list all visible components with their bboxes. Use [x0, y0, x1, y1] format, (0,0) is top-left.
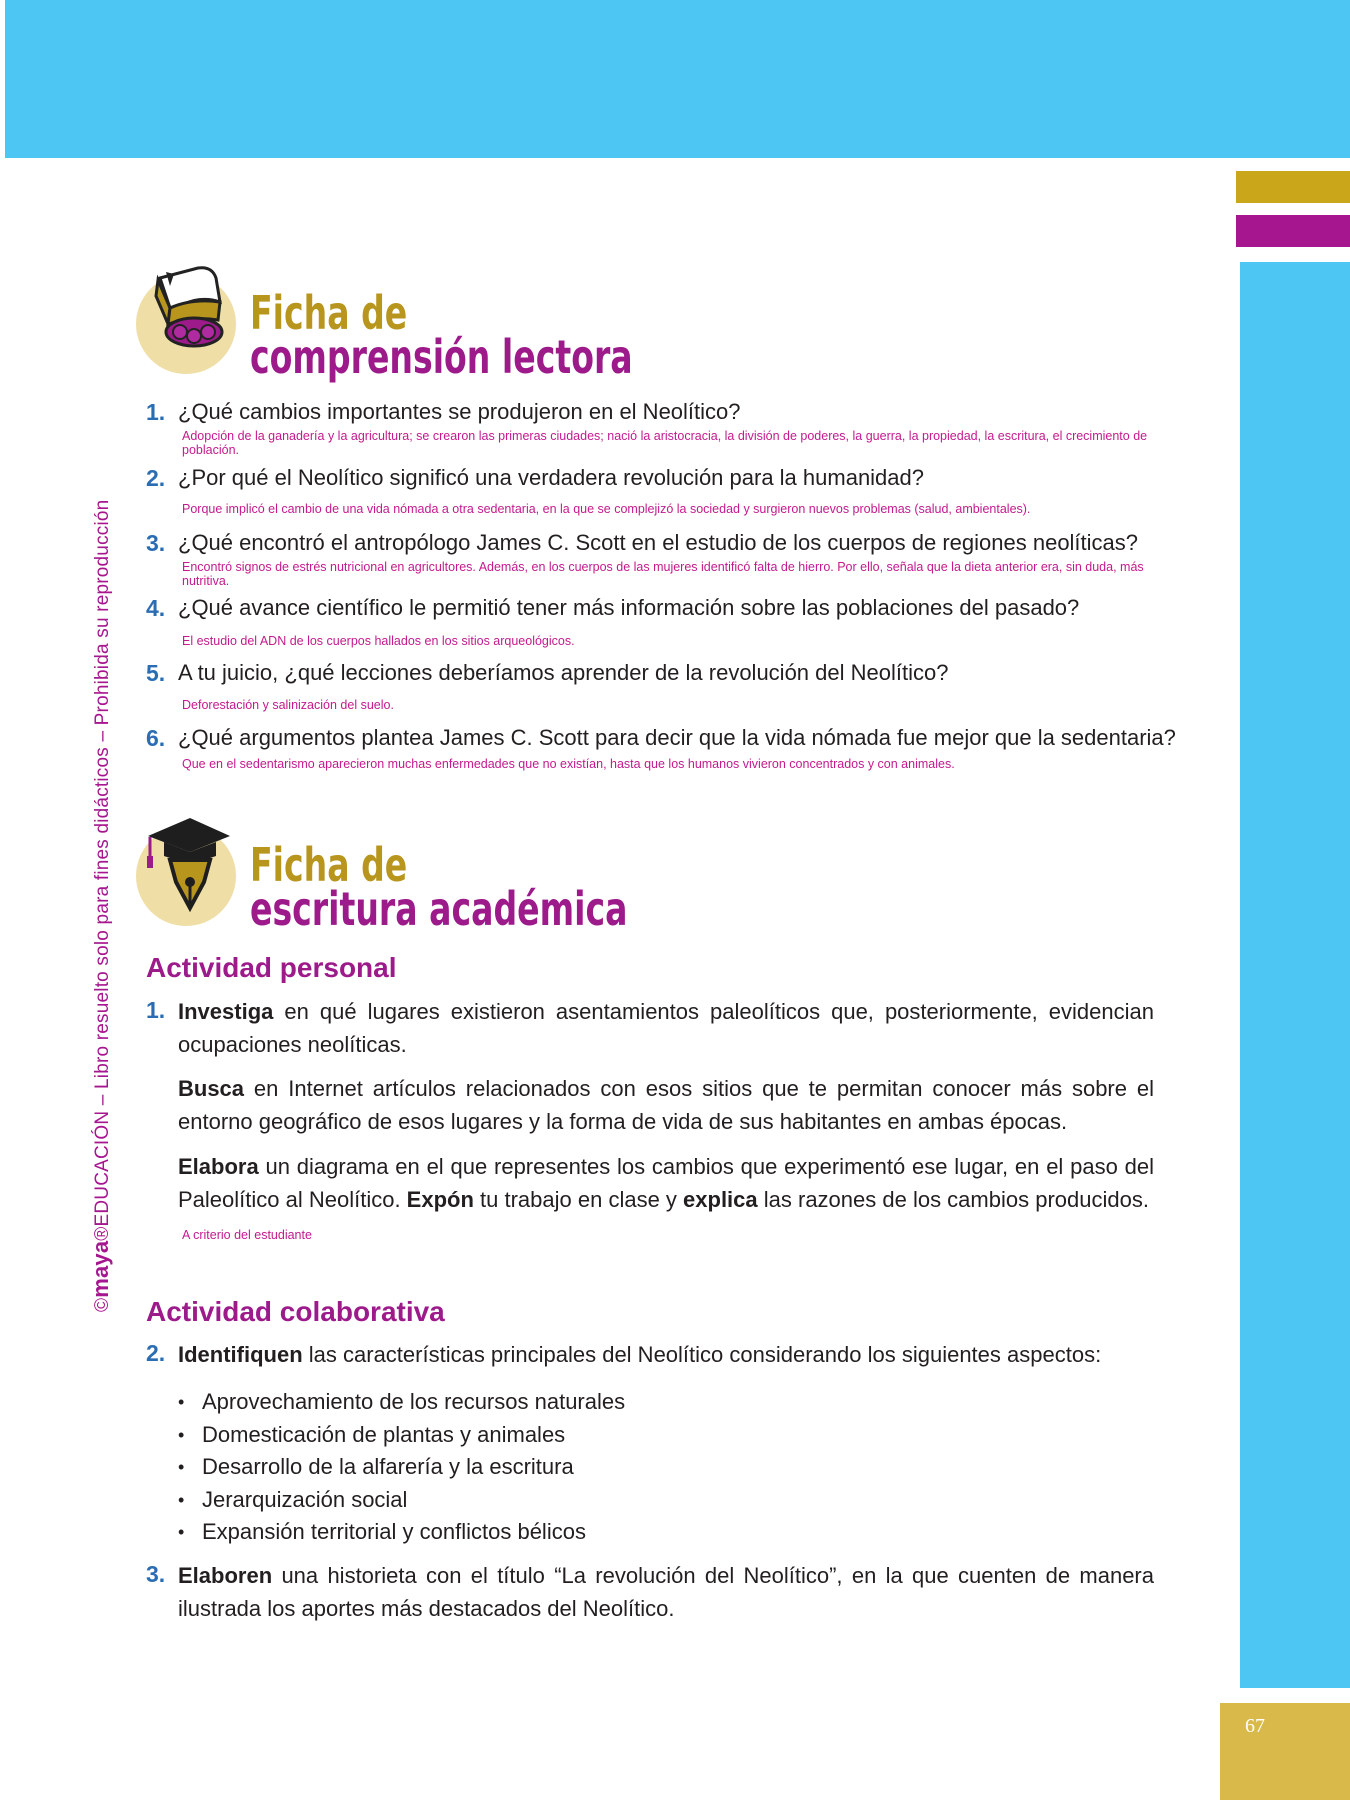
question-number: 4. — [146, 595, 166, 621]
question-text: ¿Por qué el Neolítico significó una verdadera revolución para la humanidad? — [178, 465, 925, 490]
paragraph-text: en qué lugares existieron asentamientos paleolíticos que, posteriormente, evidencian ocupaciones neolíticas. — [178, 999, 1154, 1057]
paragraph-text: una historieta con el título “La revolución del Neolítico”, en la que cuenten de manera ilustrada los aportes más destacados del Neolítico. — [178, 1563, 1154, 1621]
paragraph-text: tu trabajo en clase y — [473, 1187, 684, 1212]
collaborative-activity-heading: Actividad colaborativa — [146, 1296, 445, 1327]
activity-item-number: 1. — [146, 997, 166, 1023]
list-item: • Domesticación de plantas y animales — [178, 1419, 625, 1452]
question-answer: Porque implicó el cambio de una vida nómada a otra sedentaria, en la que se complejizó la sociedad y surgieron nuevos problemas (salud, ambientales). — [182, 502, 1031, 516]
page-number: 67 — [1245, 1715, 1265, 1737]
list-item: • Aprovechamiento de los recursos naturales — [178, 1386, 625, 1419]
paragraph-text: las razones de los cambios producidos. — [757, 1187, 1149, 1212]
question-answer: Encontró signos de estrés nutricional en agricultores. Además, en los cuerpos de las mujeres identificó falta de hierro. Por ello, señala que la dieta anterior era, sin duda, más nutritiva. — [182, 560, 1144, 588]
keyword: explica — [683, 1187, 758, 1212]
reading-sheet-title — [250, 286, 633, 384]
paragraph-text: en Internet artículos relacionados con esos sitios que te permitan conocer más sobre el entorno geográfico de esos lugares y la forma de vida de sus habitantes en ambas épocas. — [178, 1076, 1154, 1134]
activity-item-number: 3. — [146, 1561, 166, 1587]
top-banner — [0, 0, 1350, 158]
copyright-symbol: © — [92, 1297, 113, 1312]
question-answer: Deforestación y salinización del suelo. — [182, 698, 394, 712]
keyword: Elabora — [178, 1154, 259, 1179]
side-blue-bar — [1240, 262, 1350, 1688]
writing-title-line2: escritura académica — [250, 882, 628, 936]
personal-paragraph-2 — [178, 1072, 1154, 1138]
gold-stripe — [1236, 171, 1350, 203]
keyword: Busca — [178, 1076, 245, 1101]
keyword: Elaboren — [178, 1563, 273, 1588]
writing-title-line1: Ficha de — [250, 838, 408, 892]
activity-item-number: 2. — [146, 1340, 166, 1366]
keyword: Investiga — [178, 999, 274, 1024]
question-text: ¿Qué encontró el antropólogo James C. Scott en el estudio de los cuerpos de regiones neolíticas? — [178, 530, 1139, 555]
reading-title-line2: comprensión lectora — [250, 330, 633, 384]
book-brain-icon — [140, 262, 232, 354]
paragraph-text: un diagrama en el que representes los cambios que experimentó ese lugar, en el paso del Paleolítico al Neolítico. — [178, 1154, 1154, 1212]
registered-symbol: ® — [92, 1226, 113, 1241]
question-number: 6. — [146, 725, 166, 751]
personal-paragraph-3 — [178, 1150, 1154, 1216]
aspects-list — [178, 1386, 625, 1549]
collaborative-item-3 — [178, 1559, 1154, 1625]
question-answer: El estudio del ADN de los cuerpos hallados en los sitios arqueológicos. — [182, 634, 575, 648]
keyword: Identifiquen — [178, 1342, 303, 1367]
question-text: ¿Qué cambios importantes se produjeron en el Neolítico? — [178, 399, 741, 424]
top-banner-edge — [0, 0, 5, 158]
list-item: • Expansión territorial y conflictos bélicos — [178, 1516, 625, 1549]
magenta-stripe — [1236, 215, 1350, 247]
list-item: • Desarrollo de la alfarería y la escritura — [178, 1451, 625, 1484]
personal-activity-answer: A criterio del estudiante — [182, 1228, 312, 1242]
paragraph-text: las características principales del Neolítico considerando los siguientes aspectos: — [302, 1342, 1102, 1367]
question-answer: Adopción de la ganadería y la agricultura; se crearon las primeras ciudades; nació la aristocracia, la división de poderes, la guerra, la propiedad, la escritura, el crecimiento de población. — [182, 429, 1148, 457]
list-item: • Jerarquización social — [178, 1484, 625, 1517]
keyword: Expón — [406, 1187, 474, 1212]
question-number: 1. — [146, 399, 166, 425]
personal-paragraph-1 — [178, 995, 1154, 1061]
question-number: 2. — [146, 465, 166, 491]
page-number-box — [1220, 1703, 1350, 1800]
graduation-pen-icon — [142, 812, 232, 912]
question-text: ¿Qué avance científico le permitió tener más información sobre las poblaciones del pasado? — [178, 595, 1080, 620]
question-text: A tu juicio, ¿qué lecciones deberíamos aprender de la revolución del Neolítico? — [178, 660, 949, 685]
vertical-copyright-text — [88, 492, 114, 1312]
writing-sheet-title — [250, 838, 628, 936]
reading-title-line1: Ficha de — [250, 286, 408, 340]
personal-activity-heading: Actividad personal — [146, 952, 397, 983]
collaborative-item-2 — [178, 1338, 1154, 1371]
question-number: 5. — [146, 660, 166, 686]
question-answer: Que en el sedentarismo aparecieron muchas enfermedades que no existían, hasta que los humanos vivieron concentrados y con animales. — [182, 757, 955, 771]
copyright-notice: EDUCACIÓN – Libro resuelto solo para fines didácticos – Prohibida su reproducción — [92, 499, 113, 1227]
question-text: ¿Qué argumentos plantea James C. Scott para decir que la vida nómada fue mejor que la sedentaria? — [178, 725, 1176, 750]
brand-name: maya — [88, 1240, 113, 1298]
question-number: 3. — [146, 530, 166, 556]
